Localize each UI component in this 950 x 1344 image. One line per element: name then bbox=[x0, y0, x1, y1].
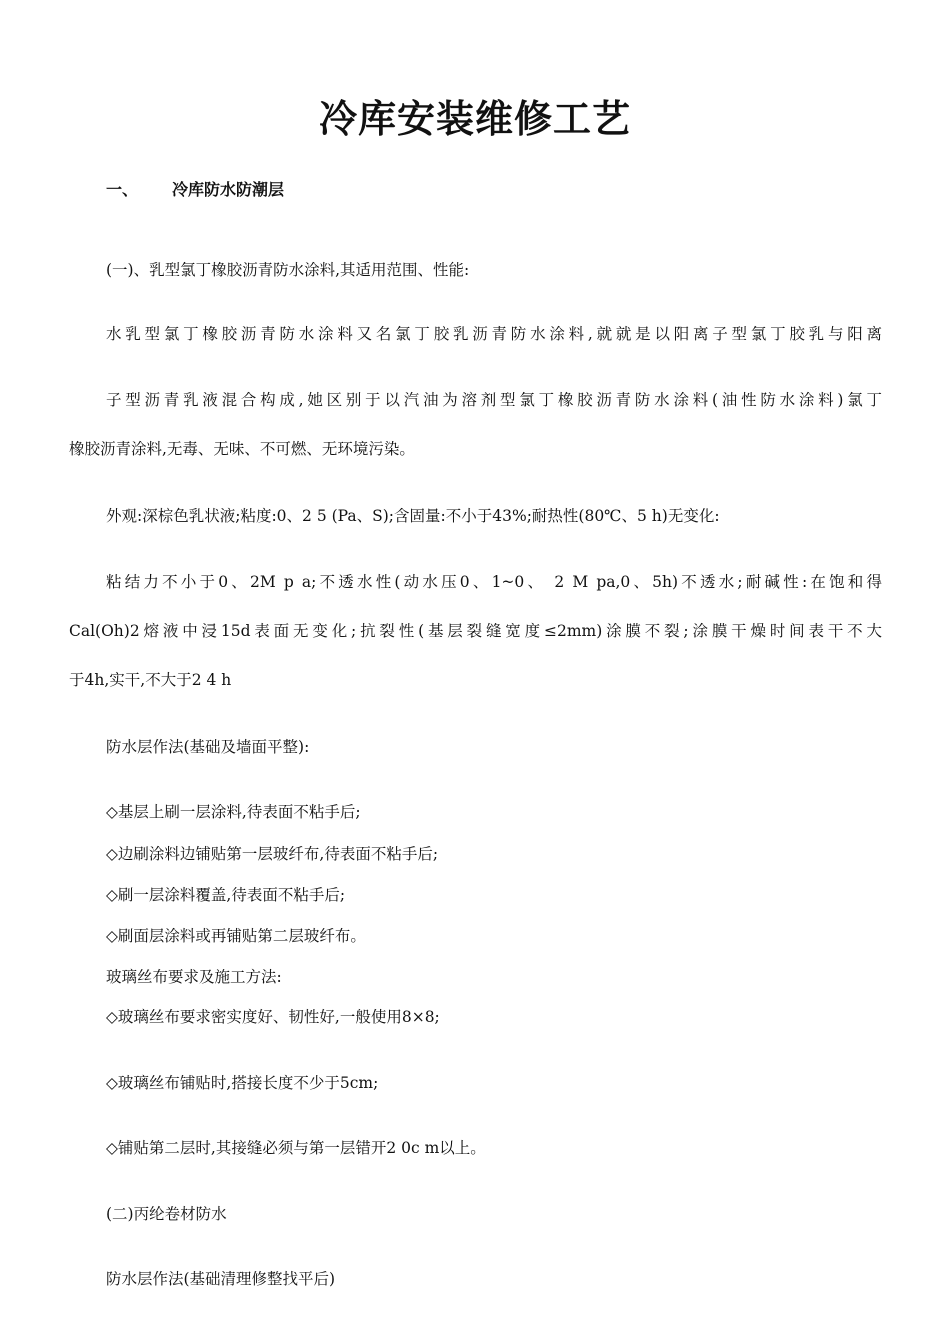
section-heading bbox=[106, 178, 284, 202]
paragraph-line: 玻璃丝布要求及施工方法: bbox=[106, 968, 282, 986]
paragraph-line: 防水层作法(基础及墙面平整): bbox=[106, 738, 310, 756]
subsection-heading: (二)丙纶卷材防水 bbox=[106, 1205, 227, 1223]
list-item: ◇铺贴第二层时,其接缝必须与第一层错开2 0c m以上。 bbox=[106, 1139, 486, 1157]
document-title: 冷库安装维修工艺 bbox=[318, 96, 631, 141]
paragraph-line: 粘结力不小于0、2M p a;不透水性(动水压0、1~0、 2 M pa,0、5h)不透水;耐碱性:在饱和得 bbox=[106, 573, 882, 591]
list-item: ◇刷面层涂料或再铺贴第二层玻纤布。 bbox=[106, 927, 366, 945]
list-item: ◇玻璃丝布铺贴时,搭接长度不少于5cm; bbox=[106, 1074, 379, 1092]
paragraph-line: 于4h,实干,不大于2 4 h bbox=[69, 671, 232, 689]
list-item: ◇玻璃丝布要求密实度好、韧性好,一般使用8×8; bbox=[106, 1008, 440, 1026]
paragraph-line: 防水层作法(基础清理修整找平后) bbox=[106, 1270, 336, 1288]
section-heading-text: 冷库防水防潮层 bbox=[172, 180, 285, 199]
paragraph-line: 外观:深棕色乳状液;粘度:0、2 5 (Pa、S);含固量:不小于43%;耐热性(80℃、5 h)无变化: bbox=[106, 507, 720, 525]
subsection-heading: (一)、乳型氯丁橡胶沥青防水涂料,其适用范围、性能: bbox=[106, 261, 470, 279]
paragraph-line: 子型沥青乳液混合构成,她区别于以汽油为溶剂型氯丁橡胶沥青防水涂料(油性防水涂料)氯丁 bbox=[106, 391, 882, 409]
paragraph-line: Cal(Oh)2熔液中浸15d表面无变化;抗裂性(基层裂缝宽度≤2mm)涂膜不裂;涂膜干燥时间表干不大 bbox=[69, 622, 882, 640]
paragraph-line: 水乳型氯丁橡胶沥青防水涂料又名氯丁胶乳沥青防水涂料,就就是以阳离子型氯丁胶乳与阳离 bbox=[106, 325, 882, 343]
list-item: ◇刷一层涂料覆盖,待表面不粘手后; bbox=[106, 886, 346, 904]
list-item: ◇基层上刷一层涂料,待表面不粘手后; bbox=[106, 803, 361, 821]
paragraph-line: 橡胶沥青涂料,无毒、无味、不可燃、无环境污染。 bbox=[69, 440, 415, 458]
list-item: ◇边刷涂料边铺贴第一层玻纤布,待表面不粘手后; bbox=[106, 845, 439, 863]
section-number: 一、 bbox=[106, 180, 139, 199]
